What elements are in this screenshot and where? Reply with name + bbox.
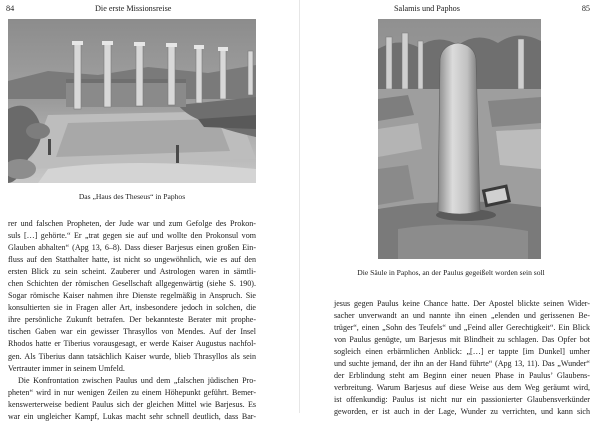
text-line: sogleich einen erbärmlichen Anblick: „[…] er tappte [im Dunkel] umher <box>334 347 590 357</box>
left-page <box>0 0 300 421</box>
text-line: von Paulus genügte, um Barjesus mit Blindheit zu schlagen. Das Opfer bot <box>334 335 590 345</box>
left-body-text <box>8 218 256 423</box>
right-running-head: Salamis und Paphos <box>394 4 460 13</box>
text-line: rer und falschen Propheten, der Jude war und zum Gefolge des Prokon- <box>8 219 256 228</box>
text-line: tischen Gaben war ein gewisser Thrasyllos von Mendes. Auf der Insel <box>8 327 256 337</box>
saeule-paphos-photo <box>378 19 541 259</box>
text-line: Rhodos hatte er Tiberius vorausgesagt, er werde Kaiser Augustus nachfol- <box>8 339 256 349</box>
right-page-number: 85 <box>581 4 590 13</box>
left-image-caption: Das „Haus des Theseus“ in Paphos <box>78 192 186 201</box>
right-running-header <box>300 4 600 16</box>
text-line: trüger“, einen „Sohn des Teufels“ und „Feind aller Gerechtigkeit“. Ein Blick <box>334 323 590 333</box>
text-line: Vertrauter immer in seinem Umfeld. <box>8 363 125 373</box>
text-line: jesus gegen Paulus keine Chance hatte. Der Apostel blickte seinen Wider- <box>334 299 590 308</box>
text-line: Sogar römische Kaiser nahmen ihre Dienste regelmäßig in Anspruch. Sie <box>8 291 256 301</box>
text-line: pheten“ wird in nur wenigen Zeilen zu einem Höhepunkt geführt. Bemer- <box>8 387 256 397</box>
text-line: war ein ungleicher Kampf, Lukas macht sehr schnell deutlich, dass Bar- <box>8 411 256 421</box>
text-line: ist offenkundig: Paulus ist nicht nur ein passionierter Glaubensverkünder <box>334 395 590 405</box>
left-paragraph-2 <box>8 375 256 423</box>
text-line: ersten Blick zu sein scheint. Zauberer und Astrologen waren in sämtli- <box>8 267 256 277</box>
haus-des-theseus-photo <box>8 19 256 183</box>
text-line: geworden, er ist auch in der Lage, Wunder zu verrichten, und kann sich <box>334 407 590 417</box>
left-paragraph-1 <box>8 218 256 375</box>
text-line: Glauben abhalten“ (Apg 13, 6–8). Dass dieser Barjesus einen großen Ein- <box>8 243 256 253</box>
left-running-header <box>0 4 300 16</box>
text-line: Die Konfrontation zwischen Paulus und dem „falschen jüdischen Pro- <box>18 375 256 385</box>
left-page-number: 84 <box>6 4 15 13</box>
text-line: fluss auf den Statthalter hatte, ist nicht so ungewöhnlich, wie es auf den <box>8 255 256 265</box>
text-line: kenswerterweise bedient Paulus sich der gleichen Mittel wie Barjesus. Es <box>8 399 256 409</box>
right-image-caption: Die Säule in Paphos, an der Paulus gegeißelt worden sein soll <box>357 268 545 277</box>
text-line: suls […] gehörte.“ Er „trat gegen sie auf und wollte den Prokonsul vom <box>8 231 256 241</box>
right-body-text <box>334 298 590 418</box>
right-paragraph-1 <box>334 298 590 418</box>
text-line: chen Schichten der römischen Gesellschaft allgegenwärtig (siehe S. 190). <box>8 279 256 289</box>
left-running-head: Die erste Missionsreise <box>95 4 172 13</box>
text-line: und suchte jemand, der ihn an der Hand führte“ (Apg 13, 11). Das „Wunder“ <box>334 359 590 369</box>
text-line: sacher unverwandt an und nannte ihn einen „elenden und gerissenen Be- <box>334 311 590 321</box>
text-line: der Erblindung steht am Beginn einer neuen Phase in Paulus’ Glaubens- <box>334 371 590 381</box>
text-line: ihre persönliche Zukunft betrafen. Der bekannteste Berater mit prophe- <box>8 315 256 325</box>
text-line: konsultierten sie in Fragen aller Art, insbesondere jedoch in solchen, die <box>8 303 256 313</box>
text-line: gen. Als Tiberius dann tatsächlich Kaiser wurde, blieb Thrasyllos als sein <box>8 351 256 361</box>
right-page <box>300 0 600 417</box>
text-line: verbreitung. Warum Barjesus auf diese Weise aus dem Weg geräumt wird, <box>334 383 590 393</box>
